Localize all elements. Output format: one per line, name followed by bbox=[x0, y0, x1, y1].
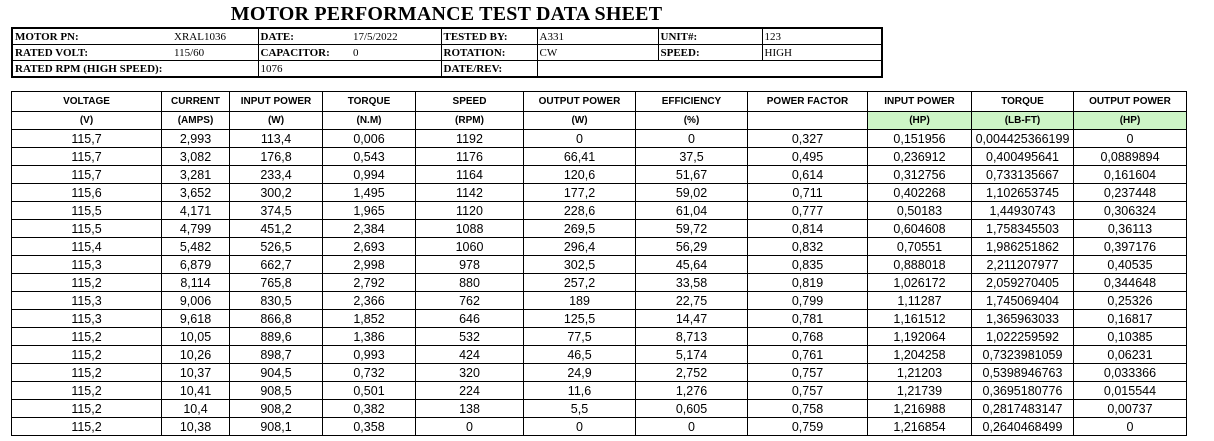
table-cell: 115,2 bbox=[12, 328, 162, 346]
table-cell: 978 bbox=[416, 256, 524, 274]
table-cell: 115,7 bbox=[12, 148, 162, 166]
table-cell: 51,67 bbox=[636, 166, 748, 184]
table-cell: 0,757 bbox=[748, 364, 868, 382]
table-cell: 9,618 bbox=[162, 310, 230, 328]
table-cell: 115,5 bbox=[12, 202, 162, 220]
table-cell: 0,814 bbox=[748, 220, 868, 238]
table-cell: 0,36113 bbox=[1074, 220, 1187, 238]
date-value: 17/5/2022 bbox=[353, 30, 398, 43]
table-cell: 3,082 bbox=[162, 148, 230, 166]
column-header: TORQUE bbox=[323, 92, 416, 112]
motor-pn-value: XRAL1036 bbox=[174, 30, 226, 43]
table-cell: 908,1 bbox=[230, 418, 323, 436]
table-cell: 0,799 bbox=[748, 292, 868, 310]
table-cell: 0,888018 bbox=[868, 256, 972, 274]
table-cell: 2,792 bbox=[323, 274, 416, 292]
table-cell: 1,161512 bbox=[868, 310, 972, 328]
table-cell: 61,04 bbox=[636, 202, 748, 220]
table-row bbox=[12, 400, 1187, 418]
table-cell: 4,171 bbox=[162, 202, 230, 220]
table-cell: 1,386 bbox=[323, 328, 416, 346]
table-cell: 2,366 bbox=[323, 292, 416, 310]
speed-value: HIGH bbox=[762, 45, 882, 61]
table-cell: 0,501 bbox=[323, 382, 416, 400]
table-cell: 0,400495641 bbox=[972, 148, 1074, 166]
sheet-title: MOTOR PERFORMANCE TEST DATA SHEET bbox=[230, 3, 663, 25]
table-cell: 908,2 bbox=[230, 400, 323, 418]
rated-rpm-label: RATED RPM (HIGH SPEED): bbox=[12, 61, 258, 78]
tested-by-value: A331 bbox=[537, 28, 658, 45]
column-unit: (HP) bbox=[1074, 112, 1187, 130]
table-row bbox=[12, 202, 1187, 220]
table-cell: 0,327 bbox=[748, 130, 868, 148]
table-cell: 0,605 bbox=[636, 400, 748, 418]
table-cell: 0,758 bbox=[748, 400, 868, 418]
column-header: OUTPUT POWER bbox=[1074, 92, 1187, 112]
table-cell: 0,2640468499 bbox=[972, 418, 1074, 436]
tested-by-label: TESTED BY: bbox=[441, 28, 537, 45]
column-unit: (W) bbox=[524, 112, 636, 130]
table-cell: 0,033366 bbox=[1074, 364, 1187, 382]
table-cell: 11,6 bbox=[524, 382, 636, 400]
table-cell: 66,41 bbox=[524, 148, 636, 166]
column-unit: (W) bbox=[230, 112, 323, 130]
column-header-row bbox=[12, 92, 1187, 112]
column-header: INPUT POWER bbox=[868, 92, 972, 112]
table-cell: 830,5 bbox=[230, 292, 323, 310]
column-header: OUTPUT POWER bbox=[524, 92, 636, 112]
table-cell: 0,759 bbox=[748, 418, 868, 436]
table-cell: 10,4 bbox=[162, 400, 230, 418]
table-cell: 1,44930743 bbox=[972, 202, 1074, 220]
column-header: POWER FACTOR bbox=[748, 92, 868, 112]
table-cell: 866,8 bbox=[230, 310, 323, 328]
table-cell: 0,236912 bbox=[868, 148, 972, 166]
table-cell: 1,758345503 bbox=[972, 220, 1074, 238]
table-cell: 0,5398946763 bbox=[972, 364, 1074, 382]
table-cell: 224 bbox=[416, 382, 524, 400]
table-cell: 115,2 bbox=[12, 382, 162, 400]
table-row bbox=[12, 346, 1187, 364]
table-cell: 176,8 bbox=[230, 148, 323, 166]
table-cell: 1060 bbox=[416, 238, 524, 256]
table-row bbox=[12, 220, 1187, 238]
table-cell: 1,192064 bbox=[868, 328, 972, 346]
table-cell: 0 bbox=[636, 130, 748, 148]
table-cell: 0,10385 bbox=[1074, 328, 1187, 346]
date-label: DATE: bbox=[258, 28, 351, 45]
table-cell: 0,0889894 bbox=[1074, 148, 1187, 166]
column-unit: (LB-FT) bbox=[972, 112, 1074, 130]
table-cell: 1142 bbox=[416, 184, 524, 202]
table-cell: 1,965 bbox=[323, 202, 416, 220]
column-unit: (N.M) bbox=[323, 112, 416, 130]
table-cell: 0,835 bbox=[748, 256, 868, 274]
table-cell: 269,5 bbox=[524, 220, 636, 238]
unit-label: UNIT#: bbox=[658, 28, 762, 45]
rotation-value: CW bbox=[537, 45, 658, 61]
table-cell: 0,543 bbox=[323, 148, 416, 166]
table-cell: 115,2 bbox=[12, 346, 162, 364]
table-cell: 1176 bbox=[416, 148, 524, 166]
table-cell: 532 bbox=[416, 328, 524, 346]
table-row bbox=[12, 274, 1187, 292]
table-cell: 5,5 bbox=[524, 400, 636, 418]
table-cell: 2,752 bbox=[636, 364, 748, 382]
table-cell: 115,2 bbox=[12, 274, 162, 292]
table-cell: 0,004425366199 bbox=[972, 130, 1074, 148]
table-cell: 1,216988 bbox=[868, 400, 972, 418]
table-row bbox=[12, 184, 1187, 202]
column-unit: (AMPS) bbox=[162, 112, 230, 130]
table-cell: 1,21203 bbox=[868, 364, 972, 382]
table-cell: 0 bbox=[1074, 130, 1187, 148]
table-cell: 1,022259592 bbox=[972, 328, 1074, 346]
table-row bbox=[12, 364, 1187, 382]
capacitor-value: 0 bbox=[351, 45, 441, 61]
table-cell: 646 bbox=[416, 310, 524, 328]
table-cell: 1,216854 bbox=[868, 418, 972, 436]
table-cell: 120,6 bbox=[524, 166, 636, 184]
table-cell: 880 bbox=[416, 274, 524, 292]
table-cell: 189 bbox=[524, 292, 636, 310]
table-cell: 0,40535 bbox=[1074, 256, 1187, 274]
table-cell: 115,2 bbox=[12, 418, 162, 436]
table-cell: 4,799 bbox=[162, 220, 230, 238]
table-row bbox=[12, 130, 1187, 148]
table-cell: 2,059270405 bbox=[972, 274, 1074, 292]
table-cell: 0,00737 bbox=[1074, 400, 1187, 418]
rated-volt-value: 115/60 bbox=[172, 45, 258, 61]
table-cell: 1,21739 bbox=[868, 382, 972, 400]
table-cell: 46,5 bbox=[524, 346, 636, 364]
table-cell: 33,58 bbox=[636, 274, 748, 292]
table-cell: 898,7 bbox=[230, 346, 323, 364]
table-cell: 115,6 bbox=[12, 184, 162, 202]
table-cell: 8,114 bbox=[162, 274, 230, 292]
table-cell: 889,6 bbox=[230, 328, 323, 346]
table-cell: 115,5 bbox=[12, 220, 162, 238]
table-body bbox=[12, 130, 1187, 436]
table-cell: 138 bbox=[416, 400, 524, 418]
table-cell: 3,281 bbox=[162, 166, 230, 184]
table-cell: 10,26 bbox=[162, 346, 230, 364]
table-cell: 1,11287 bbox=[868, 292, 972, 310]
column-unit: (V) bbox=[12, 112, 162, 130]
date-rev-value bbox=[537, 61, 882, 78]
table-row bbox=[12, 166, 1187, 184]
unit-header-row bbox=[12, 112, 1187, 130]
table-cell: 0 bbox=[524, 130, 636, 148]
table-cell: 300,2 bbox=[230, 184, 323, 202]
table-cell: 9,006 bbox=[162, 292, 230, 310]
table-cell: 1,745069404 bbox=[972, 292, 1074, 310]
table-cell: 0,614 bbox=[748, 166, 868, 184]
table-cell: 526,5 bbox=[230, 238, 323, 256]
table-cell: 0 bbox=[524, 418, 636, 436]
table-cell: 0,777 bbox=[748, 202, 868, 220]
table-cell: 0,781 bbox=[748, 310, 868, 328]
table-cell: 1164 bbox=[416, 166, 524, 184]
table-cell: 1,276 bbox=[636, 382, 748, 400]
table-cell: 2,693 bbox=[323, 238, 416, 256]
table-cell: 10,41 bbox=[162, 382, 230, 400]
table-cell: 115,3 bbox=[12, 256, 162, 274]
table-cell: 0,237448 bbox=[1074, 184, 1187, 202]
table-cell: 0,3695180776 bbox=[972, 382, 1074, 400]
table-cell: 0 bbox=[636, 418, 748, 436]
column-header: SPEED bbox=[416, 92, 524, 112]
table-cell: 0 bbox=[1074, 418, 1187, 436]
table-row bbox=[12, 310, 1187, 328]
table-cell: 0,993 bbox=[323, 346, 416, 364]
table-cell: 320 bbox=[416, 364, 524, 382]
table-cell: 0,761 bbox=[748, 346, 868, 364]
table-cell: 0,819 bbox=[748, 274, 868, 292]
table-cell: 177,2 bbox=[524, 184, 636, 202]
table-cell: 5,174 bbox=[636, 346, 748, 364]
table-cell: 115,2 bbox=[12, 364, 162, 382]
table-cell: 1,026172 bbox=[868, 274, 972, 292]
table-cell: 45,64 bbox=[636, 256, 748, 274]
table-cell: 1,204258 bbox=[868, 346, 972, 364]
table-cell: 0,604608 bbox=[868, 220, 972, 238]
table-cell: 59,02 bbox=[636, 184, 748, 202]
column-unit bbox=[748, 112, 868, 130]
table-row bbox=[12, 292, 1187, 310]
table-cell: 0,006 bbox=[323, 130, 416, 148]
table-row bbox=[12, 238, 1187, 256]
table-cell: 115,2 bbox=[12, 400, 162, 418]
table-row bbox=[12, 328, 1187, 346]
table-cell: 115,4 bbox=[12, 238, 162, 256]
table-cell: 0,2817483147 bbox=[972, 400, 1074, 418]
table-cell: 0,50183 bbox=[868, 202, 972, 220]
table-cell: 662,7 bbox=[230, 256, 323, 274]
table-cell: 0,25326 bbox=[1074, 292, 1187, 310]
table-cell: 0,732 bbox=[323, 364, 416, 382]
table-cell: 1,495 bbox=[323, 184, 416, 202]
table-cell: 0 bbox=[416, 418, 524, 436]
table-cell: 115,7 bbox=[12, 166, 162, 184]
table-cell: 37,5 bbox=[636, 148, 748, 166]
table-cell: 10,38 bbox=[162, 418, 230, 436]
table-cell: 1,102653745 bbox=[972, 184, 1074, 202]
table-cell: 3,652 bbox=[162, 184, 230, 202]
table-row bbox=[12, 382, 1187, 400]
rated-volt-label: RATED VOLT: bbox=[12, 45, 172, 61]
table-cell: 22,75 bbox=[636, 292, 748, 310]
date-rev-label: DATE/REV: bbox=[441, 61, 537, 78]
table-cell: 2,211207977 bbox=[972, 256, 1074, 274]
info-table bbox=[11, 27, 883, 78]
table-cell: 14,47 bbox=[636, 310, 748, 328]
table-cell: 0,832 bbox=[748, 238, 868, 256]
table-cell: 762 bbox=[416, 292, 524, 310]
rotation-label: ROTATION: bbox=[441, 45, 537, 61]
table-cell: 904,5 bbox=[230, 364, 323, 382]
table-cell: 0,382 bbox=[323, 400, 416, 418]
table-cell: 59,72 bbox=[636, 220, 748, 238]
table-cell: 2,384 bbox=[323, 220, 416, 238]
table-cell: 10,05 bbox=[162, 328, 230, 346]
table-cell: 0,151956 bbox=[868, 130, 972, 148]
table-cell: 5,482 bbox=[162, 238, 230, 256]
capacitor-label: CAPACITOR: bbox=[258, 45, 351, 61]
table-cell: 0,312756 bbox=[868, 166, 972, 184]
column-unit: (RPM) bbox=[416, 112, 524, 130]
table-cell: 908,5 bbox=[230, 382, 323, 400]
table-cell: 56,29 bbox=[636, 238, 748, 256]
table-cell: 1,852 bbox=[323, 310, 416, 328]
table-cell: 0,711 bbox=[748, 184, 868, 202]
table-cell: 77,5 bbox=[524, 328, 636, 346]
table-row bbox=[12, 148, 1187, 166]
table-cell: 0,344648 bbox=[1074, 274, 1187, 292]
table-cell: 233,4 bbox=[230, 166, 323, 184]
column-header: CURRENT bbox=[162, 92, 230, 112]
table-row bbox=[12, 418, 1187, 436]
table-cell: 0,7323981059 bbox=[972, 346, 1074, 364]
table-cell: 2,993 bbox=[162, 130, 230, 148]
column-header: TORQUE bbox=[972, 92, 1074, 112]
table-cell: 424 bbox=[416, 346, 524, 364]
rated-rpm-value: 1076 bbox=[258, 61, 441, 78]
table-cell: 8,713 bbox=[636, 328, 748, 346]
table-cell: 0,16817 bbox=[1074, 310, 1187, 328]
table-cell: 257,2 bbox=[524, 274, 636, 292]
table-cell: 451,2 bbox=[230, 220, 323, 238]
table-cell: 0,06231 bbox=[1074, 346, 1187, 364]
performance-table bbox=[11, 91, 1187, 436]
table-cell: 113,4 bbox=[230, 130, 323, 148]
table-row bbox=[12, 256, 1187, 274]
table-cell: 0,306324 bbox=[1074, 202, 1187, 220]
table-cell: 0,397176 bbox=[1074, 238, 1187, 256]
table-cell: 0,733135667 bbox=[972, 166, 1074, 184]
table-cell: 1088 bbox=[416, 220, 524, 238]
table-cell: 6,879 bbox=[162, 256, 230, 274]
table-cell: 302,5 bbox=[524, 256, 636, 274]
table-cell: 115,7 bbox=[12, 130, 162, 148]
motor-pn-label: MOTOR PN: bbox=[12, 28, 172, 45]
table-cell: 0,495 bbox=[748, 148, 868, 166]
table-cell: 0,015544 bbox=[1074, 382, 1187, 400]
table-cell: 1192 bbox=[416, 130, 524, 148]
table-cell: 2,998 bbox=[323, 256, 416, 274]
table-cell: 296,4 bbox=[524, 238, 636, 256]
table-cell: 1,986251862 bbox=[972, 238, 1074, 256]
column-unit: (HP) bbox=[868, 112, 972, 130]
table-cell: 765,8 bbox=[230, 274, 323, 292]
table-cell: 0,358 bbox=[323, 418, 416, 436]
speed-label: SPEED: bbox=[658, 45, 762, 61]
table-cell: 0,161604 bbox=[1074, 166, 1187, 184]
table-cell: 1,365963033 bbox=[972, 310, 1074, 328]
table-cell: 125,5 bbox=[524, 310, 636, 328]
table-cell: 0,402268 bbox=[868, 184, 972, 202]
table-cell: 0,994 bbox=[323, 166, 416, 184]
column-header: VOLTAGE bbox=[12, 92, 162, 112]
column-header: INPUT POWER bbox=[230, 92, 323, 112]
table-cell: 115,3 bbox=[12, 310, 162, 328]
table-cell: 228,6 bbox=[524, 202, 636, 220]
column-header: EFFICIENCY bbox=[636, 92, 748, 112]
table-cell: 24,9 bbox=[524, 364, 636, 382]
table-cell: 0,70551 bbox=[868, 238, 972, 256]
table-cell: 115,3 bbox=[12, 292, 162, 310]
table-cell: 1120 bbox=[416, 202, 524, 220]
table-cell: 10,37 bbox=[162, 364, 230, 382]
table-cell: 0,757 bbox=[748, 382, 868, 400]
table-cell: 0,768 bbox=[748, 328, 868, 346]
unit-value: 123 bbox=[762, 28, 882, 45]
table-cell: 374,5 bbox=[230, 202, 323, 220]
column-unit: (%) bbox=[636, 112, 748, 130]
